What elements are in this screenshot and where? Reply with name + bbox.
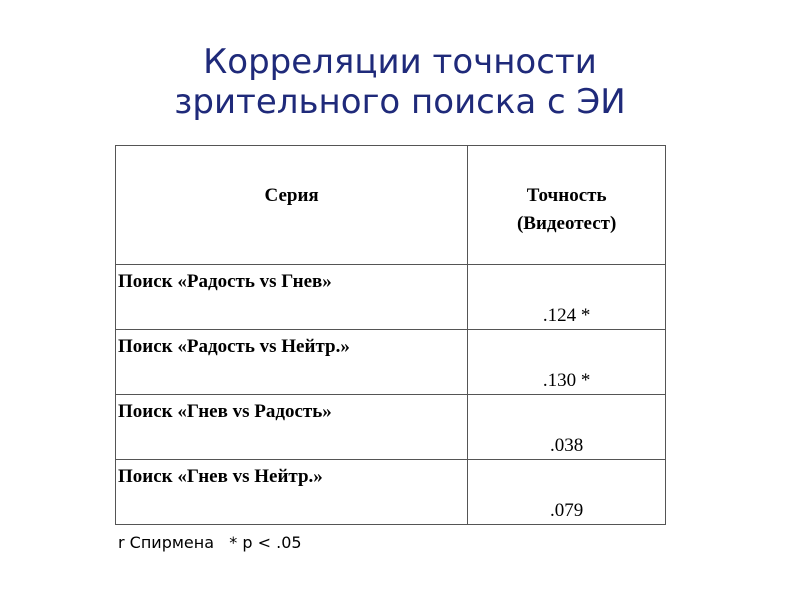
value-cell: .079 [468,460,666,525]
header-accuracy [468,146,666,265]
page-title [0,42,800,122]
value-cell: .130 * [468,330,666,395]
header-accuracy-line-2: (Видеотест) [516,213,617,234]
table-row [116,460,666,525]
table-row [116,395,666,460]
value-cell: .124 * [468,265,666,330]
series-cell: Поиск «Гнев vs Нейтр.» [116,460,468,525]
value-cell: .038 [468,395,666,460]
title-line-1: Корреляции точности [203,42,597,82]
title-line-2: зрительного поиска с ЭИ [174,82,626,122]
table-row [116,265,666,330]
correlation-table [115,145,666,525]
header-series: Серия [116,146,468,265]
series-cell: Поиск «Радость vs Нейтр.» [116,330,468,395]
series-cell: Поиск «Радость vs Гнев» [116,265,468,330]
header-accuracy-line-1: Точность [526,185,607,206]
table-header-row [116,146,666,265]
table-row [116,330,666,395]
footnote: r Спирмена * p < .05 [118,533,302,552]
series-cell: Поиск «Гнев vs Радость» [116,395,468,460]
